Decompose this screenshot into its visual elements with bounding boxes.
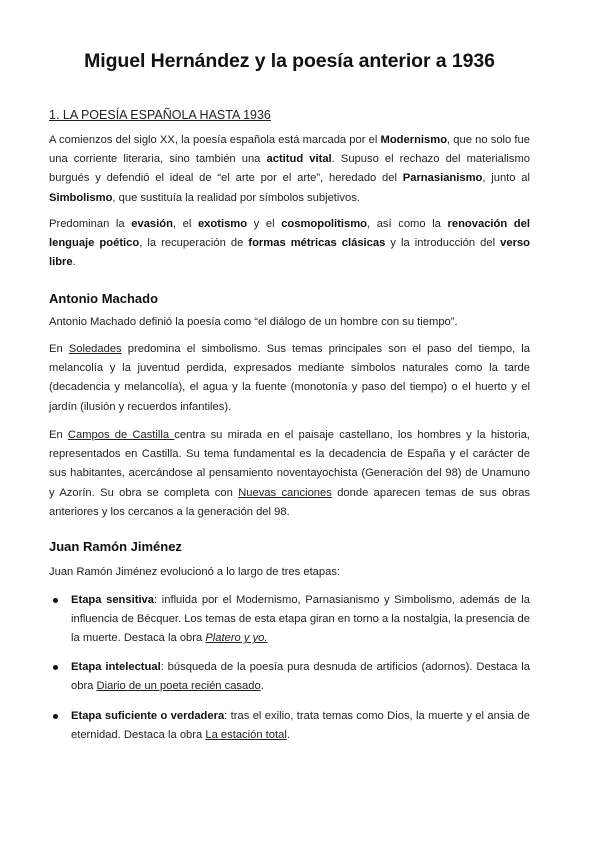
text-run: donde aparecen temas de sus obras anteriores y los cercanos a la generación del 98. bbox=[49, 486, 531, 518]
text-run: predomina el simbolismo. Sus temas principales son el paso del tiempo, la melancolía y la juventud perdida, expresados mediante símbolos naturales como la tarde (decadencia y melancolía), el agua y la fuente (monotonía y paso del tiempo) o el huerto y el jardín (ilusión y recuerdos infantiles). bbox=[49, 343, 530, 413]
bullet-icon bbox=[53, 665, 58, 670]
document-title: Miguel Hernández y la poesía anterior a 1936 bbox=[84, 50, 495, 72]
term-modernismo: Modernismo bbox=[380, 134, 448, 146]
text-run: centra su mirada en el paisaje castellano, los hombres y la historia, representados en Castilla. Su tema fundamental es la decadencia de España y el carácter de sus habitantes, acercándose al pensamiento noventayochista (Generación del 98) de Unamuno y Azorín. Su obra se completa con bbox=[49, 429, 530, 499]
stage-text bbox=[71, 658, 530, 696]
stage-name: Etapa intelectual bbox=[71, 661, 161, 673]
text-run: . Supuso el rechazo del materialismo burgués y defendió el ideal de “el arte por el arte”, heredado del bbox=[49, 153, 530, 185]
text-run: : influida por el Modernismo, Parnasianismo y Simbolismo, además de la influencia de Bécquer. Los temas de esta etapa giran en torno a la nostalgia, la presencia de la muerte. Destaca la obra bbox=[71, 594, 530, 645]
stage-name: Etapa suficiente o verdadera bbox=[71, 710, 225, 722]
term-formas-metricas: formas métricas clásicas bbox=[248, 237, 386, 250]
text-run: , que sustituía la realidad por símbolos subjetivos. bbox=[112, 191, 360, 204]
term-parnasianismo: Parnasianismo bbox=[402, 172, 483, 185]
text-run: , que no solo fue una corriente literaria, sino también una bbox=[49, 134, 530, 166]
text-run: : búsqueda de la poesía pura desnuda de artificios (adornos). Destaca la obra bbox=[71, 661, 530, 693]
bullet-icon bbox=[53, 714, 58, 719]
text-run: En bbox=[49, 429, 68, 441]
text-run: . bbox=[286, 729, 290, 742]
term-renovacion: renovación del lenguaje poético bbox=[49, 218, 530, 250]
text-run: , así como la bbox=[366, 218, 448, 230]
text-run: A comienzos del siglo XX, la poesía española está marcada por el bbox=[49, 134, 381, 146]
term-verso-libre: verso libre bbox=[49, 237, 530, 269]
stage-text bbox=[71, 591, 530, 649]
work-campos-de-castilla: Campos de Castilla bbox=[67, 429, 175, 441]
text-run: En bbox=[49, 343, 69, 355]
text-run: : tras el exilio, trata temas como Dios, la muerte y el ansia de eternidad. Destaca la obra bbox=[71, 710, 530, 742]
machado-soledades-paragraph bbox=[49, 340, 530, 417]
section-heading: 1. LA POESÍA ESPAÑOLA HASTA 1936 bbox=[49, 108, 271, 122]
jimenez-heading: Juan Ramón Jiménez bbox=[49, 539, 182, 554]
text-run: , junto al bbox=[482, 172, 530, 185]
stage-name: Etapa sensitiva bbox=[71, 594, 154, 606]
intro-paragraph bbox=[49, 131, 530, 208]
term-simbolismo: Simbolismo bbox=[49, 191, 113, 204]
work-nuevas-canciones: Nuevas canciones bbox=[238, 486, 332, 499]
text-run: . bbox=[72, 256, 76, 269]
text-run: , la recuperación de bbox=[139, 237, 249, 250]
work-diario-poeta: Diario de un poeta recién casado bbox=[96, 680, 261, 693]
term-evasion: evasión bbox=[131, 218, 173, 230]
text-run: Predominan la bbox=[49, 218, 132, 230]
term-exotismo: exotismo bbox=[197, 218, 248, 230]
text-run: y la introducción del bbox=[385, 237, 501, 250]
work-platero-y-yo: Platero y yo. bbox=[205, 632, 268, 645]
work-estacion-total: La estación total bbox=[205, 729, 287, 742]
term-cosmopolitismo: cosmopolitismo bbox=[281, 218, 367, 230]
work-soledades: Soledades bbox=[68, 343, 122, 355]
machado-campos-paragraph bbox=[49, 426, 530, 522]
text-run: , el bbox=[172, 218, 198, 230]
term-actitud-vital: actitud vital bbox=[266, 153, 332, 166]
jimenez-intro: Juan Ramón Jiménez evolucionó a lo largo de tres etapas: bbox=[49, 566, 341, 578]
features-paragraph bbox=[49, 215, 530, 273]
machado-heading: Antonio Machado bbox=[49, 291, 159, 306]
text-run: y el bbox=[247, 218, 282, 230]
stage-text bbox=[71, 707, 530, 745]
text-run: . bbox=[260, 680, 264, 693]
machado-definition: Antonio Machado definió la poesía como “el diálogo de un hombre con su tiempo”. bbox=[49, 316, 458, 328]
bullet-icon bbox=[53, 598, 58, 603]
